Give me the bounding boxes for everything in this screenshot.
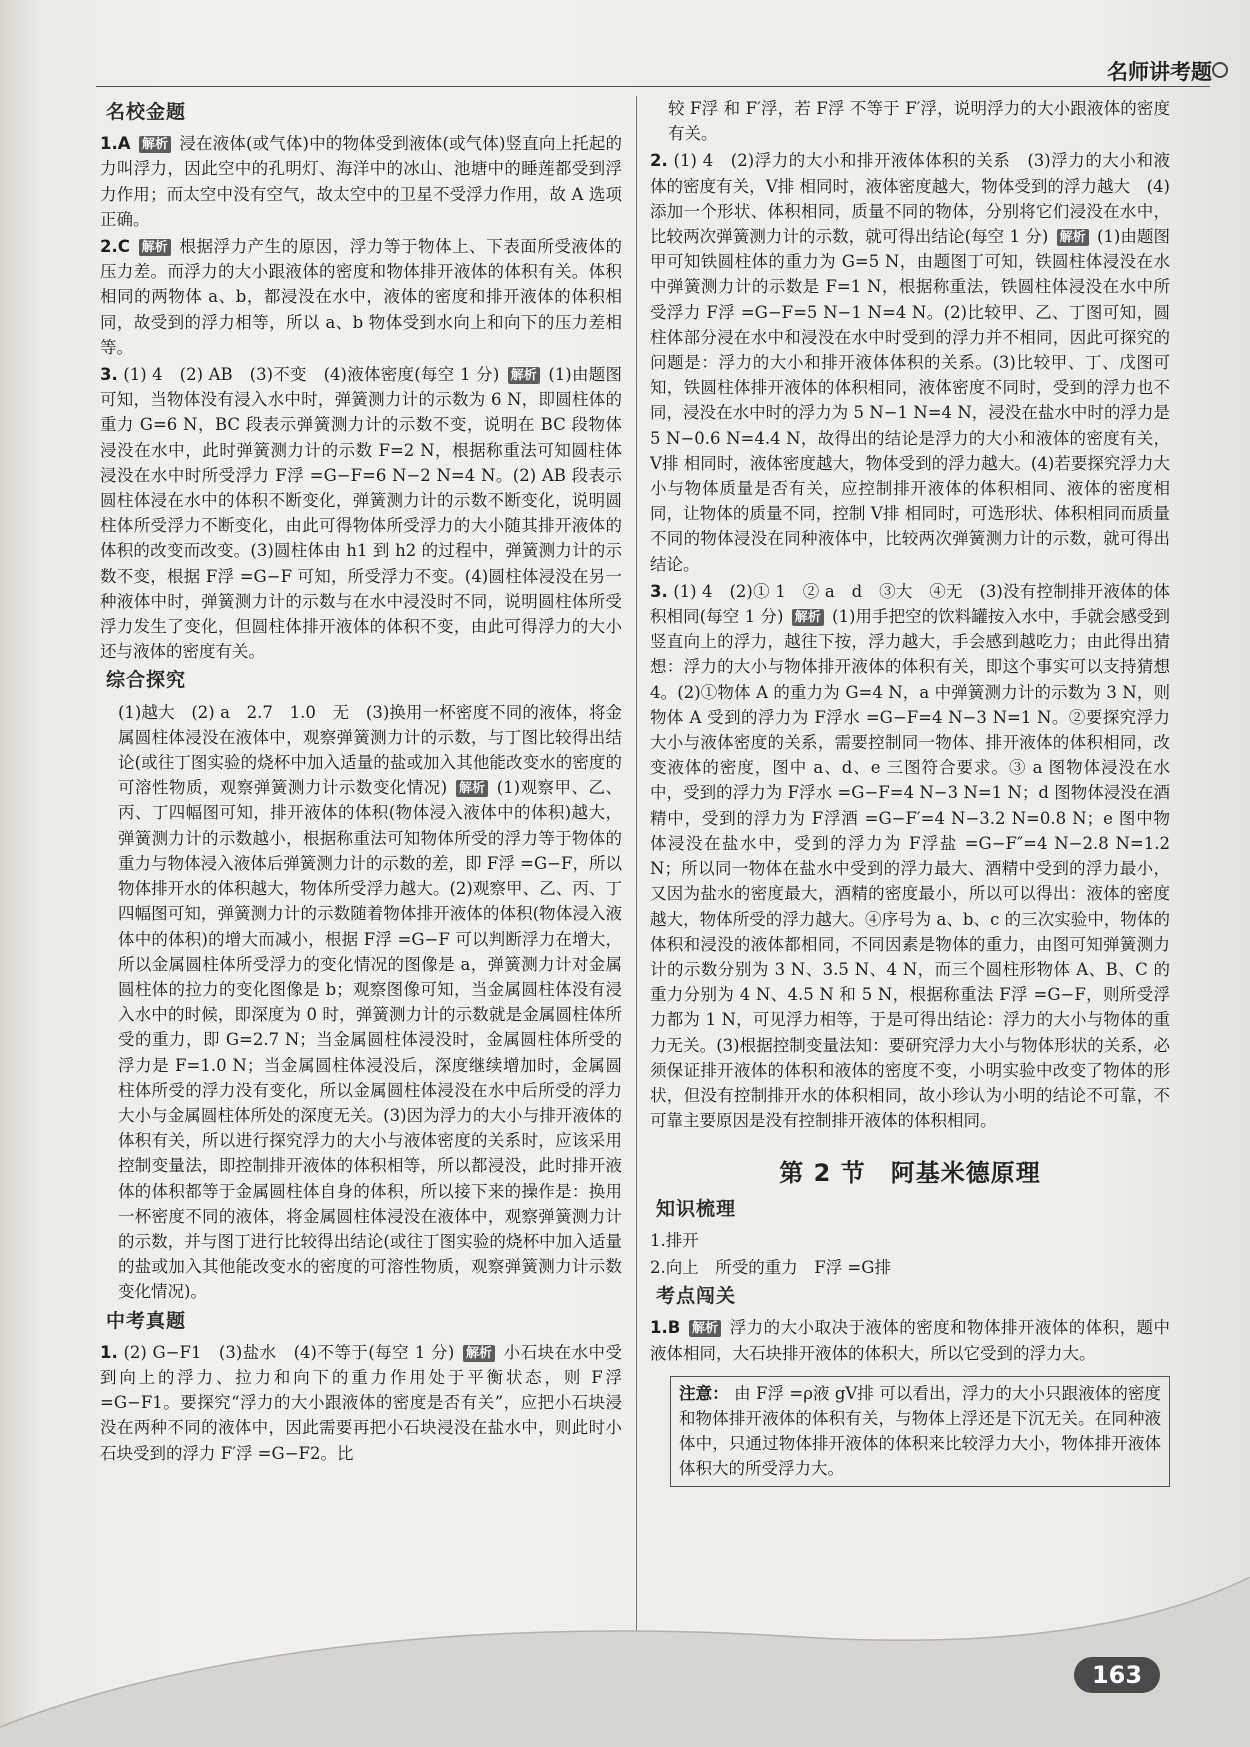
answer-text: 小石块在水中受到向上的浮力、拉力和向下的重力作用处于平衡状态，则 F浮 =G−F1。要探究“浮力的大小跟液体的密度是否有关”，应把小石块浸没在两种不同的液体中，因此需要再把小石块浸没在盐水中，则此时小石块受到的浮力 F′浮 =G−F2。比 — [100, 1342, 622, 1463]
note-box — [670, 1376, 1170, 1487]
answer-item — [100, 234, 622, 360]
analysis-badge: 解析 — [139, 239, 171, 256]
answer-number: 2. — [650, 151, 668, 171]
answer-number: 3. — [650, 581, 668, 601]
analysis-badge: 解析 — [139, 136, 171, 153]
bottom-decoration — [0, 1577, 1250, 1747]
note-text: 由 F浮 =ρ液 gV排 可以看出，浮力的大小只跟液体的密度和物体排开液体的体积有关，与物体上浮还是下沉无关。在同种液体中，只通过物体排开液体的体积来比较浮力大小，物体排开液体体积大的所受浮力大。 — [679, 1383, 1162, 1479]
answer-text: (1)用手把空的饮料罐按入水中，手就会感受到竖直向上的浮力，越往下按，浮力越大，手会感到越吃力；由此得出猜想：浮力的大小与物体排开液体的体积有关，即这个事实可以支持猜想 4。(2)①物体 A 的重力为 G=4 N，a 中弹簧测力计的示数为 3 N，则物体 A 受到的浮力为 F浮水 =G−F=4 N−3 N=1 N。②要探究浮力大小与液体密度的关系，需要控制同一物体、排开液体的体积相同，改变液体的密度，图中 a、d、e 三图符合要求。③ a 图物体浸没在水中，受到的浮力为 F浮水 =G−F=4 N−3 N=1 N；d 图物体浸没在酒精中，受到的浮力为 F浮酒 =G−F′=4 N−3.2 N=0.8 N；e 图中物体浸没在盐水中，受到的浮力为 F浮盐 =G−F″=4 N−2.8 N=1.2 N；所以同一物体在盐水中受到的浮力最大、酒精中受到的浮力最小，又因为盐水的密度最大，酒精的密度最小，所以可以得出：液体的密度越大，物体所受的浮力越大。④序号为 a、b、c 的三次实验中，物体的体积和浸没的液体都相同，不同因素是物体的重力，由图可知弹簧测力计的示数分别为 3 N、3.5 N、4 N，而三个圆柱形物体 A、B、C 的重力分别为 4 N、4.5 N 和 5 N，根据称重法 F浮 =G−F，则所受浮力都为 1 N，可见浮力相等，于是可得出结论：浮力的大小与物体的重力无关。(3)根据控制变量法知：要研究浮力大小与物体形状的关系，必须保证排开液体的体积和液体的密度不变，小明实验中改变了物体的形状，但没有控制排开水的体积相同，故小珍认为小明的结论不可靠，不可靠主要原因是没有控制排开液体的体积相同。 — [650, 607, 1171, 1131]
answer-key: (2) G−F1 (3)盐水 (4)不等于(每空 1 分) — [123, 1342, 455, 1362]
right-column — [650, 96, 1170, 1487]
answer-number: 3. — [100, 365, 118, 385]
column-divider — [636, 96, 637, 1636]
analysis-badge: 解析 — [792, 609, 824, 626]
section-title: 综合探究 — [106, 669, 187, 692]
header-rule — [96, 86, 1210, 88]
note-label: 注意： — [679, 1383, 729, 1403]
answer-item — [650, 1315, 1170, 1365]
analysis-badge: 解析 — [689, 1320, 721, 1337]
answer-item — [650, 148, 1170, 576]
answer-item — [100, 131, 622, 232]
left-column — [100, 96, 622, 1468]
answer-item — [100, 362, 622, 664]
answer-number: 1.A — [100, 134, 131, 154]
answer-text: 浮力的大小取决于液体的密度和物体排开液体的体积，题中液体相同，大石块排开液体的体积大，所以它受到的浮力大。 — [650, 1318, 1171, 1363]
answer-key: (1) 4 (2)① 1 ② a d ③大 ④无 (3)没有控制排开液体的体积相同(每空 1 分) — [650, 581, 1170, 627]
answer-text: (1)观察甲、乙、丙、丁四幅图可知，排开液体的体积(物体浸入液体中的体积)越大，弹簧测力计的示数越小，根据称重法可知物体所受的浮力等于物体的重力与物体浸入液体后弹簧测力计的示数的差，即 F浮 =G−F，所以物体排开水的体积越大，物体所受浮力越大。(2)观察甲、乙、丙、丁四幅图可知，弹簧测力计的示数随着物体排开液体的体积(物体浸入液体中的体积)的增大而减小，根据 F浮 =G−F 可以判断浮力在增大，所以金属圆柱体所受浮力的变化情况的图像是 a，弹簧测力计对金属圆柱体的拉力的变化图像是 b；观察图像可知，当金属圆柱体没有浸入水中的时候，即深度为 0 时，弹簧测力计的示数就是金属圆柱体所受的重力，即 G=2.7 N；当金属圆柱体浸没时，金属圆柱体所受的浮力是 F=1.0 N；当金属圆柱体浸没后，深度继续增加时，金属圆柱体所受的浮力没有变化，所以金属圆柱体浸没在水中后所受的浮力大小与金属圆柱体所处的深度无关。(3)因为浮力的大小与排开液体的体积有关，所以进行探究浮力的大小与液体密度的关系时，应该采用控制变量法，即控制排开液体的体积相等，所以都浸没，此时排开液体的体积都等于金属圆柱体自身的体积，所以接下来的操作是：换用一杯密度不同的液体，将金属圆柱体浸没在液体中，观察弹簧测力计的示数，并与图丁进行比较得出结论(或往丁图实验的烧杯中加入适量的盐或加入其他能改变水的密度的可溶性物质，观察弹簧测力计示数变化情况)。 — [118, 778, 623, 1302]
section-title: 中考真题 — [106, 1309, 187, 1332]
chapter-title: 第 2 节 阿基米德原理 — [779, 1159, 1041, 1188]
knowledge-item: 2.向上 所受的重力 F浮 =G排 — [650, 1257, 891, 1277]
analysis-badge: 解析 — [508, 367, 540, 384]
analysis-badge: 解析 — [1057, 229, 1089, 246]
answer-key: (1)越大 (2) a 2.7 1.0 无 (3)换用一杯密度不同的液体，将金属圆柱体浸没在液体中，观察弹簧测力计的示数，与丁图比较得出结论(或往丁图实验的烧杯中加入适量的盐或加入其他能改变水的密度的可溶性物质，观察弹簧测力计示数变化情况) — [118, 702, 622, 798]
analysis-badge: 解析 — [463, 1345, 495, 1362]
section-title: 知识梳理 — [656, 1197, 737, 1220]
knowledge-item: 1.排开 — [650, 1230, 699, 1250]
bottom-wave-shape — [0, 1577, 1250, 1747]
answer-text: (1)由题图甲可知铁圆柱体的重力为 G=5 N，由题图丁可知，铁圆柱体浸没在水中弹簧测力计的示数是 F=1 N，根据称重法，铁圆柱体浸没在水中所受浮力 F浮 =G−F=5 N−1 N=4 N。(2)比较甲、乙、丁图可知，圆柱体部分浸在水中和浸没在水中时受到的浮力并不相同，因此可探究的问题是：浮力的大小和排开液体体积的关系。(3)比较甲、丁、戊图可知，铁圆柱体排开液体的体积相同，液体密度不同时，受到的浮力也不同，浸没在水中时的浮力为 5 N−1 N=4 N，浸没在盐水中时的浮力是 5 N−0.6 N=4.4 N，故得出的结论是浮力的大小和液体的密度有关，V排 相同时，液体密度越大，物体受到的浮力越大。(4)若要探究浮力大小与物体质量是否有关，应控制排开液体的体积相同、液体的密度相同，让物体的质量不同，控制 V排 相同时，可选形状、体积相同而质量不同的物体浸没在同种液体中，比较两次弹簧测力计的示数，就可得出结论。 — [650, 227, 1170, 574]
answer-key: (1) 4 (2) AB (3)不变 (4)液体密度(每空 1 分) — [123, 365, 500, 385]
header-tag: 名师讲考题 — [1107, 60, 1212, 84]
answer-number: 1.B — [650, 1318, 681, 1338]
answer-text: 浸在液体(或气体)中的物体受到液体(或气体)竖直向上托起的力叫浮力，因此空中的孔明灯、海洋中的冰山、池塘中的睡莲都受到浮力作用；而太空中没有空气，故太空中的卫星不受浮力作用，故 A 选项正确。 — [100, 134, 622, 229]
answer-text: (1)由题图可知，当物体没有浸入水中时，弹簧测力计的示数为 6 N，即圆柱体的重力 G=6 N，BC 段表示弹簧测力计的示数不变，说明在 BC 段物体浸没在水中，此时弹簧测力计的示数 F=2 N，根据称重法可知圆柱体浸没在水中时所受浮力 F浮 =G−F=6 N−2 N=4 N。(2) AB 段表示圆柱体浸在水中的体积不断变化，弹簧测力计的示数不断变化，说明圆柱体所受浮力不断变化，由此可得物体所受浮力的大小随其排开液体的体积的改变而改变。(3)圆柱体由 h1 到 h2 的过程中，弹簧测力计的示数不变，根据 F浮 =G−F 可知，所受浮力不变。(4)圆柱体浸没在另一种液体中时，弹簧测力计的示数与在水中浸没时不同，说明圆柱体所受浮力发生了变化，但圆柱体排开液体的体积不变，由此可得浮力的大小还与液体的密度有关。 — [100, 365, 622, 662]
answer-item — [650, 579, 1170, 1133]
answer-item — [100, 1340, 622, 1466]
section-title: 考点闯关 — [656, 1285, 737, 1308]
section-title: 名校金题 — [106, 101, 187, 123]
answer-number: 1. — [100, 1342, 118, 1362]
page-number: 163 — [1074, 1657, 1160, 1693]
answer-continuation: 较 F浮 和 F′浮，若 F浮 不等于 F′浮，说明浮力的大小跟液体的密度有关。 — [668, 99, 1170, 144]
answer-text: 根据浮力产生的原因，浮力等于物体上、下表面所受液体的压力差。而浮力的大小跟液体的密度和物体排开液体的体积有关。体积相同的两物体 a、b，都浸没在水中，液体的密度和排开液体的体积相同，故受到的浮力相等，所以 a、b 物体受到水向上和向下的压力差相等。 — [100, 237, 623, 357]
answer-key: (1) 4 (2)浮力的大小和排开液体体积的关系 (3)浮力的大小和液体的密度有关，V排 相同时，液体密度越大，物体受到的浮力越大 (4)添加一个形状、体积相同，质量不同的物体，分别将它们浸没在水中，比较两次弹簧测力计的示数，就可得出结论(每空 1 分) — [650, 151, 1170, 247]
header-circle-icon — [1212, 62, 1228, 78]
analysis-badge: 解析 — [456, 780, 488, 797]
answer-item — [100, 700, 622, 1305]
answer-number: 2.C — [100, 237, 130, 257]
